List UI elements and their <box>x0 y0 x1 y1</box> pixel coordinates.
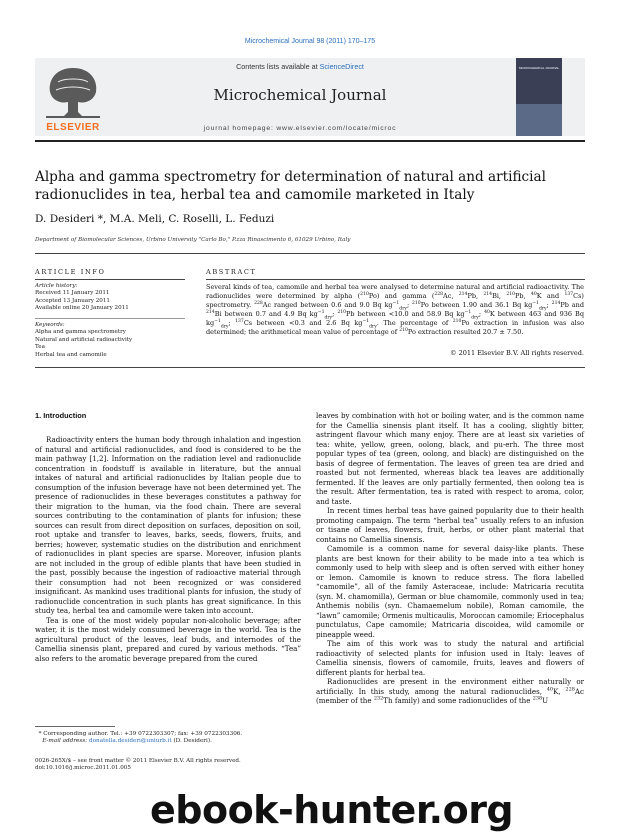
footnote-rule <box>35 726 115 727</box>
keyword: Tea <box>35 344 45 351</box>
keywords-rule <box>35 318 185 319</box>
issn-block <box>35 758 301 772</box>
contents-line <box>130 62 470 71</box>
article-title: Alpha and gamma spectrometry for determination of natural and artificial radionuclides in tea, herbal tea and camomile marketed in Italy <box>35 169 546 203</box>
abstract-lead: Several kinds of tea, camomile and herbal tea were analysed to determine natural and artificial radioactivity. The radionuclides were determined by alpha ( <box>206 283 584 300</box>
divider-bottom <box>35 367 585 368</box>
doi-line[interactable]: doi:10.1016/j.microc.2011.01.005 <box>35 765 131 772</box>
issn-line: 0026-265X/$ – see front matter © 2011 Elsevier B.V. All rights reserved. <box>35 758 241 764</box>
journal-cover-title: MICROCHEMICAL JOURNAL <box>519 66 560 70</box>
contents-prefix: Contents lists available at <box>236 62 320 71</box>
paragraph: Tea is one of the most widely popular non-alcoholic beverage; after water, it is the most widely consumed beverage in the world. Tea is the agricultural product of the leaves, leaf buds, and internodes of the Camellia sinensis plant, prepared and cured by various methods. “Tea” also refers to the aromatic beverage prepared from the cured <box>35 615 301 663</box>
history-received: Received 11 January 2011 <box>35 290 110 297</box>
left-column <box>35 435 301 663</box>
paragraph: Camomile is a common name for several daisy-like plants. These plants are best known for their ability to be made into a tea which is commonly used to help with sleep and is often served with either honey or lemon. Camomile is known to reduce stress. The flora labelled “camomile”, all of the family Asteraceae, include: Matricaria recutita (syn. M. chamomilla), German or blue chamomile, commonly used in tea; Anthemis nobilis (syn. Chamaemelum nobile), Roman camomile, the “lawn” camomile; Ormenis multicaulis, Moroccan camomile; Eriocephalus punctulatus, Cape camomile; Matricaria discoidea, wild camomile or pineapple weed. <box>316 544 584 639</box>
history-online: Available online 20 January 2011 <box>35 305 129 312</box>
keyword: Alpha and gamma spectrometry <box>35 329 126 336</box>
article-history <box>35 283 195 313</box>
paragraph: leaves by combination with hot or boiling water, and is the common name for the Camellia sinensis plant itself. It has a cooling, slightly bitter, astringent flavour which many enjoy. There are at least six varieties of tea: white, yellow, green, oolong, black, and pu-erh. The three most popular types of tea (green, oolong, and black) are distinguished on the basis of degree of fermentation. The leaves of green tea are dried and roasted but not fermented, whereas black tea leaves are additionally fermented. If the leaves are only partially fermented, then oolong tea is the result. After fermentation, tea is rated with respect to aroma, color, and taste. <box>316 411 584 506</box>
header-rule <box>35 140 585 142</box>
footnote-line: * Corresponding author. Tel.: +39 0722303307; fax: +39 0722303306. <box>35 731 243 737</box>
keywords <box>35 322 195 359</box>
affiliation: Department of Biomolecular Sciences, Urbino University "Carlo Bo," P.zza Rinascimento 6, 61029 Urbino, Italy <box>35 237 351 243</box>
abstract-heading: ABSTRACT <box>206 268 257 276</box>
paragraph-cont: (member of the <box>316 696 374 705</box>
paragraph: The aim of this work was to study the natural and artificial radioactivity of selected plants for infusion used in Italy: leaves of Camellia sinensis, flowers of camomile, fruits, leaves and flowers of different plants for herbal tea. <box>316 639 584 677</box>
section-heading-introduction: 1. Introduction <box>35 411 87 420</box>
journal-reference[interactable]: Microchemical Journal 98 (2011) 170–175 <box>244 38 376 45</box>
article-info-heading: ARTICLE INFO <box>35 268 106 276</box>
journal-homepage[interactable]: journal homepage: www.elsevier.com/locate/microc <box>203 125 397 132</box>
email-label: E-mail address: <box>42 738 89 745</box>
divider-top <box>35 253 585 254</box>
right-column <box>316 411 584 706</box>
keywords-label: Keywords: <box>35 322 65 328</box>
publisher-logo-text: ELSEVIER <box>46 122 100 133</box>
author-list: D. Desideri *, M.A. Meli, C. Roselli, L. Feduzi <box>35 213 275 225</box>
paragraph: In recent times herbal teas have gained popularity due to their health promoting campaign. The term “herbal tea” usually refers to an infusion or tisane of leaves, flowers, fruit, herbs, or other plant material that contains no Camellia sinensis. <box>316 506 584 544</box>
footnote-line <box>35 738 301 745</box>
paragraph-lead: Radionuclides are present in the environment either naturally or artificially. In this study, among the natural radionuclides, <box>316 677 584 696</box>
email-suffix: (D. Desideri). <box>171 738 212 745</box>
journal-cover-graphic <box>516 104 562 136</box>
article-info-rule <box>35 279 185 280</box>
history-accepted: Accepted 13 January 2011 <box>35 297 110 304</box>
paragraph: Radioactivity enters the human body through inhalation and ingestion of natural and artificial radionuclides, and food is considered to be the main pathway [1,2]. Information on the radiation level and radionuclide concentration in foodstuff is available in literature, but the annual intakes of natural and artificial radionuclides by Italian people due to consumption of the infusion beverage have not been determined yet. The presence of radionuclides in these beverages constitutes a pathway for their migration to the human, via the food chain. There are several sources contributing to the contamination of plants for infusion; these sources can result from direct deposition on surfaces, deposition on soil, root uptake and transfer to leaves, barks, seeds, flowers, fruits, and berries; however, systematic studies on the distribution and enrichment of radionuclides in plant species are sparse. Moreover, infusion plants are not included in the group of edible plants that have been studied in the past, possibly because the ingestion of radioactive material through their consumption had not been recognized or was considered insignificant. As mankind uses traditional plants for infusion, the study of radionuclide concentration in such plants has great significance. In this study tea, herbal tea and camomile were taken into account. <box>35 435 301 615</box>
paragraph: Radionuclides are present in the environment either naturally or artificially. In this study, among the natural radionuclides, $^{40}$K, $^{228}$Ac (member of the $^{232}$Th family) and some radionuclides of the $^{238}$U <box>316 677 584 705</box>
journal-name: Microchemical Journal <box>213 86 387 104</box>
history-label: Article history: <box>35 283 78 289</box>
corresponding-author: Corresponding author. Tel.: +39 0722303307; fax: +39 0722303306. <box>43 731 243 737</box>
keyword: Natural and artificial radioactivity <box>35 336 133 343</box>
footnote <box>35 731 301 745</box>
copyright: © 2011 Elsevier B.V. All rights reserved. <box>450 349 584 357</box>
sciencedirect-link[interactable]: ScienceDirect <box>319 62 364 71</box>
keyword: Herbal tea and camomile <box>35 351 107 358</box>
abstract-text: Several kinds of tea, camomile and herbal tea were analysed to determine natural and artificial radioactivity. The radionuclides were determined by alpha ($^{210}$Po) and gamma ($^{228}$Ac, $^{214}$Pb, $^{214}$Bi, $^{210}$Pb, $^{40}$K and $^{137}$Cs) spectrometry. $^{228}$Ac ranged between 0.6 and 9.0 Bq $kg^{-1}_{dry}$; $^{210}$Po between 1.90 and 36.1 Bq $kg^{-1}_{dry}$; $^{214}$Pb and $^{214}$Bi between 0.7 and 4.9 Bq $kg^{-1}_{dry}$; $^{210}$Pb between <10.0 and 58.9 Bq $kg^{-1}_{dry}$; $^{40}$K between 463 and 936 Bq $kg^{-1}_{dry}$; $^{137}$Cs between <0.3 and 2.6 Bq $kg^{-1}_{dry}$. The percentage of $^{210}$Po extraction in infusion was also determined; the arithmetical mean value of percentage of $^{210}$Po extraction resulted 20.7 ± 7.50. <box>206 283 584 336</box>
abstract-rule <box>206 279 585 280</box>
watermark: ebook-hunter.org <box>150 788 514 832</box>
email-link[interactable]: donatella.desideri@uniurb.it <box>88 738 172 745</box>
